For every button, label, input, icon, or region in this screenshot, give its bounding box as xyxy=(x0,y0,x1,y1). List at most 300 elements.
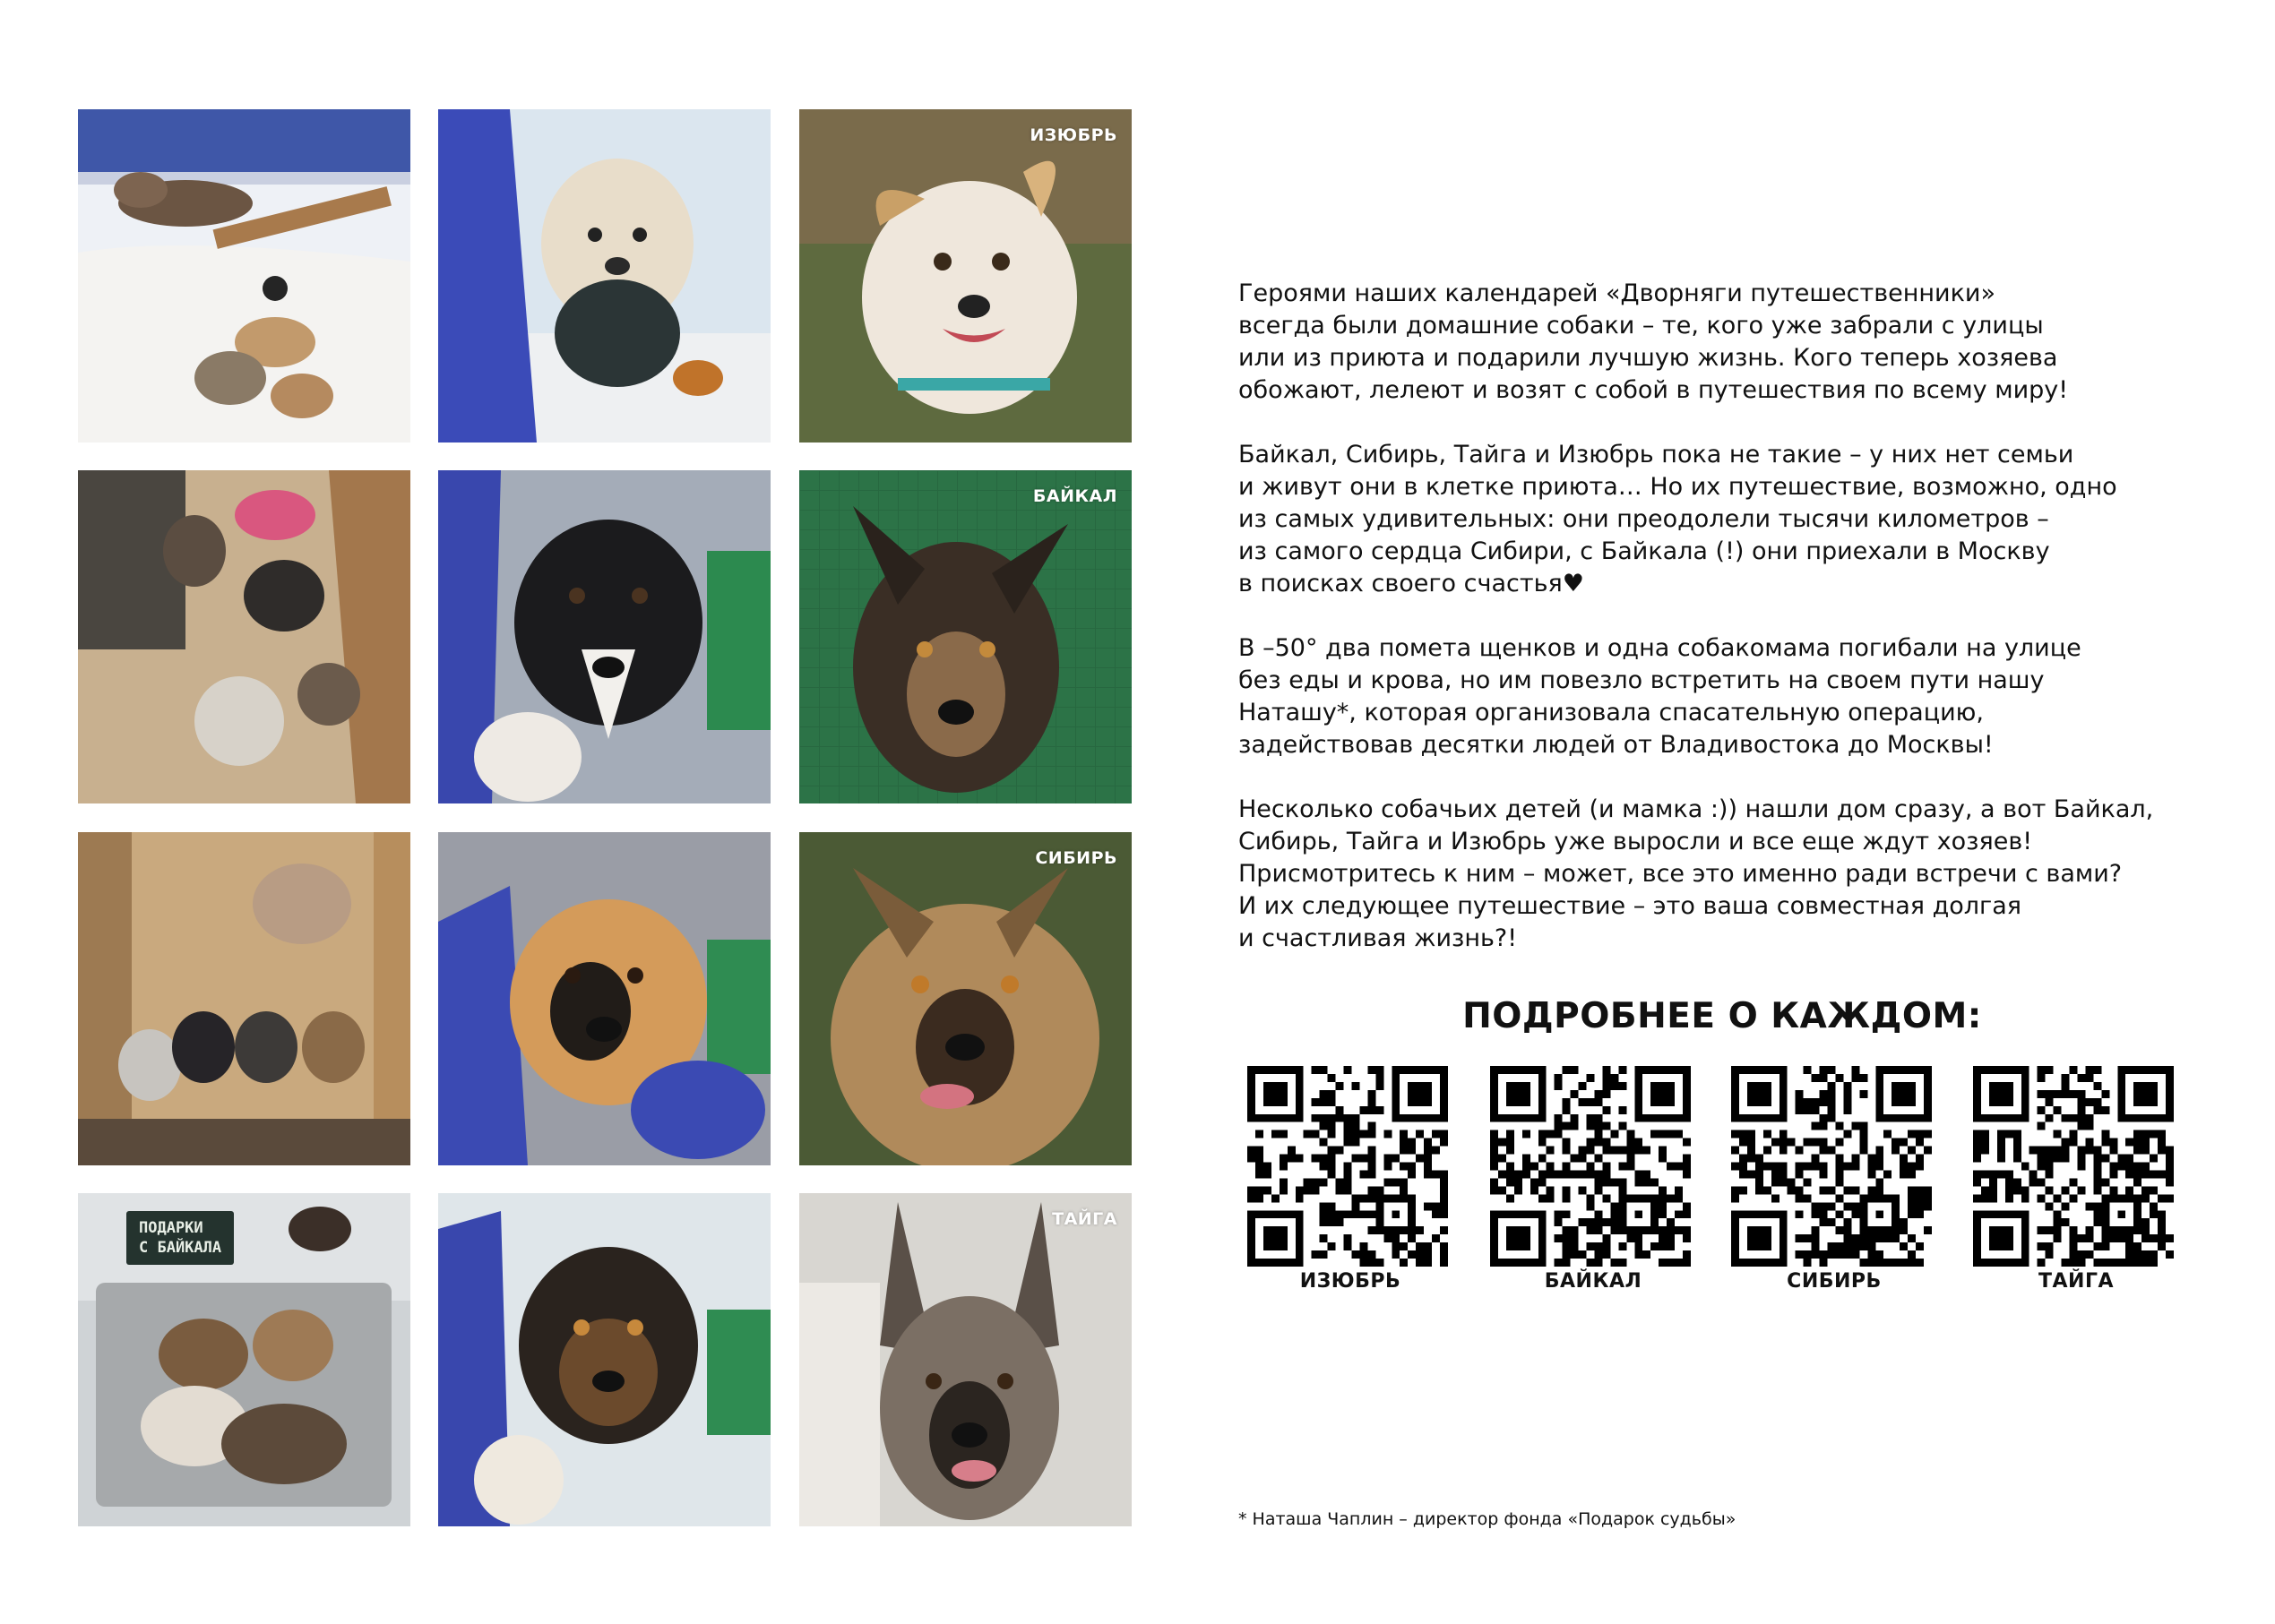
qr-module xyxy=(1867,1155,1875,1163)
qr-module xyxy=(2038,1163,2046,1171)
qr-module xyxy=(2062,1218,2070,1226)
qr-module xyxy=(1271,1130,1280,1139)
qr-module xyxy=(1763,1186,1771,1194)
qr-module xyxy=(1650,1130,1659,1139)
qr-module xyxy=(2029,1178,2038,1186)
qr-module xyxy=(2109,1163,2117,1171)
qr-module xyxy=(1383,1178,1392,1186)
qr-module xyxy=(1610,1130,1618,1139)
qr-module xyxy=(2166,1234,2174,1242)
qr-module xyxy=(2158,1170,2166,1178)
qr-module xyxy=(1683,1163,1691,1171)
qr-module xyxy=(1924,1147,1932,1155)
qr-module xyxy=(1883,1259,1892,1267)
qr-module xyxy=(1667,1130,1675,1139)
qr-module xyxy=(1667,1259,1675,1267)
qr-module xyxy=(1359,1242,1367,1250)
qr-module xyxy=(1288,1147,1296,1155)
qr-module xyxy=(2038,1155,2046,1163)
qr-module xyxy=(1263,1082,1288,1106)
qr-module xyxy=(2093,1066,2101,1074)
qr-module xyxy=(1296,1155,1304,1163)
qr-module xyxy=(2038,1226,2046,1234)
qr-module xyxy=(1828,1114,1836,1122)
qr-module xyxy=(2093,1210,2101,1218)
qr-module xyxy=(1755,1170,1763,1178)
qr-module xyxy=(1375,1106,1383,1114)
qr-label-baikal: БАЙКАЛ xyxy=(1544,1270,1642,1293)
qr-block-baikal[interactable] xyxy=(1490,1066,1696,1293)
qr-module xyxy=(1916,1186,1924,1194)
qr-module xyxy=(2054,1130,2062,1139)
qr-module xyxy=(2085,1139,2093,1147)
qr-module xyxy=(2070,1066,2078,1074)
qr-module xyxy=(1843,1186,1851,1194)
qr-module xyxy=(1908,1170,1916,1178)
qr-module xyxy=(1498,1170,1506,1178)
qr-module xyxy=(2158,1226,2166,1234)
qr-module xyxy=(1683,1234,1691,1242)
qr-module xyxy=(1587,1122,1595,1130)
qr-module xyxy=(1320,1178,1328,1186)
qr-module xyxy=(2085,1074,2093,1082)
qr-module xyxy=(1763,1130,1771,1139)
qr-module xyxy=(1320,1122,1328,1130)
qr-module xyxy=(1587,1163,1595,1171)
qr-module xyxy=(1440,1178,1448,1186)
qr-module xyxy=(1908,1210,1916,1218)
heart-icon: ♥ xyxy=(1562,570,1584,597)
qr-module xyxy=(1892,1082,1916,1106)
qr-module xyxy=(2133,1147,2141,1155)
qr-module xyxy=(1659,1259,1667,1267)
photo-puppies-crate xyxy=(78,470,410,803)
qr-module xyxy=(1336,1210,1344,1218)
qr-module xyxy=(2133,1178,2141,1186)
qr-module xyxy=(1820,1122,1828,1130)
paragraph-4: Несколько собачьих детей (и мамка :)) нашли дом сразу, а вот Байкал, Сибирь, Тайга и Изюбрь уже выросли и все еще ждут хозяев! Присмотритесь к ним – может, все это именно ради встречи с вами? И их следующее путешествие – это ваша совместная долгая и счастливая жизнь?! xyxy=(1238,795,2154,952)
qr-module xyxy=(1416,1242,1424,1250)
qr-module xyxy=(2125,1250,2133,1259)
qr-module xyxy=(1367,1186,1375,1194)
qr-module xyxy=(1336,1082,1344,1090)
qr-module xyxy=(2117,1210,2125,1218)
qr-module xyxy=(1843,1098,1851,1106)
qr-module xyxy=(2005,1186,2013,1194)
qr-code-taiga[interactable] xyxy=(1973,1066,2174,1267)
qr-module xyxy=(1675,1226,1683,1234)
qr-module xyxy=(1367,1170,1375,1178)
qr-module xyxy=(1328,1155,1336,1163)
qr-module xyxy=(1594,1226,1602,1234)
qr-module xyxy=(2054,1218,2062,1226)
qr-module xyxy=(2077,1114,2085,1122)
qr-block-sibir[interactable] xyxy=(1731,1066,1937,1293)
qr-module xyxy=(1828,1066,1836,1074)
qr-module xyxy=(2141,1226,2150,1234)
qr-module xyxy=(1320,1210,1328,1218)
qr-module xyxy=(1747,1155,1755,1163)
photo-label-izyubr: ИЗЮБРЬ xyxy=(1030,125,1117,145)
qr-module xyxy=(1498,1186,1506,1194)
qr-module xyxy=(1675,1194,1683,1202)
qr-module xyxy=(1916,1163,1924,1171)
qr-module xyxy=(2109,1139,2117,1147)
qr-module xyxy=(1538,1139,1547,1147)
qr-module xyxy=(1618,1186,1626,1194)
qr-module xyxy=(2038,1242,2046,1250)
qr-module xyxy=(1812,1163,1820,1171)
qr-module xyxy=(1522,1163,1530,1171)
qr-module xyxy=(1594,1250,1602,1259)
qr-module xyxy=(2101,1130,2109,1139)
qr-module xyxy=(1618,1259,1626,1267)
qr-module xyxy=(1400,1163,1408,1171)
qr-module xyxy=(1835,1226,1843,1234)
qr-module xyxy=(1555,1130,1563,1139)
qr-module xyxy=(2062,1259,2070,1267)
qr-module xyxy=(1820,1114,1828,1122)
qr-module xyxy=(1375,1186,1383,1194)
qr-code-baikal[interactable] xyxy=(1490,1066,1691,1267)
qr-module xyxy=(2085,1147,2093,1155)
qr-module xyxy=(1908,1186,1916,1194)
qr-module xyxy=(1916,1130,1924,1139)
qr-module xyxy=(1320,1066,1328,1074)
qr-module xyxy=(2038,1106,2046,1114)
qr-module xyxy=(1571,1250,1579,1259)
qr-module xyxy=(1997,1155,2005,1163)
qr-module xyxy=(2101,1242,2109,1250)
qr-module xyxy=(1594,1259,1602,1267)
qr-module xyxy=(1675,1130,1683,1139)
qr-module xyxy=(1875,1186,1883,1194)
qr-module xyxy=(1383,1155,1392,1163)
qr-module xyxy=(1424,1202,1432,1210)
qr-module xyxy=(2101,1106,2109,1114)
qr-module xyxy=(2070,1130,2078,1139)
qr-module xyxy=(1835,1242,1843,1250)
qr-module xyxy=(2141,1218,2150,1226)
qr-module xyxy=(1892,1147,1900,1155)
qr-module xyxy=(1400,1130,1408,1139)
qr-module xyxy=(1255,1194,1263,1202)
qr-module xyxy=(1851,1202,1859,1210)
qr-module xyxy=(1739,1170,1747,1178)
qr-module xyxy=(1820,1090,1828,1098)
qr-module xyxy=(1571,1170,1579,1178)
qr-module xyxy=(1626,1234,1634,1242)
qr-module xyxy=(1547,1170,1555,1178)
qr-module xyxy=(1667,1242,1675,1250)
qr-module xyxy=(1367,1250,1375,1259)
qr-module xyxy=(1602,1170,1610,1178)
qr-code-izyubr[interactable] xyxy=(1247,1066,1448,1267)
qr-module xyxy=(1359,1130,1367,1139)
qr-module xyxy=(1440,1186,1448,1194)
qr-module xyxy=(1296,1186,1304,1194)
qr-module xyxy=(1440,1259,1448,1267)
qr-module xyxy=(2117,1234,2125,1242)
qr-module xyxy=(1667,1163,1675,1171)
qr-module xyxy=(2038,1074,2046,1082)
qr-module xyxy=(1563,1250,1571,1259)
qr-module xyxy=(1506,1226,1530,1250)
qr-module xyxy=(1594,1170,1602,1178)
qr-module xyxy=(1490,1155,1498,1163)
photo-izyubr xyxy=(799,109,1132,443)
qr-module xyxy=(1731,1147,1739,1155)
qr-module xyxy=(1602,1234,1610,1242)
qr-module xyxy=(1812,1234,1820,1242)
qr-module xyxy=(1812,1155,1820,1163)
qr-module xyxy=(2054,1226,2062,1234)
qr-module xyxy=(2021,1163,2029,1171)
qr-module xyxy=(2158,1242,2166,1250)
qr-module xyxy=(2013,1186,2021,1194)
qr-module xyxy=(1312,1186,1320,1194)
qr-module xyxy=(2150,1234,2158,1242)
qr-module xyxy=(1506,1178,1514,1186)
qr-module xyxy=(1440,1226,1448,1234)
qr-module xyxy=(1989,1186,1997,1194)
qr-module xyxy=(1675,1163,1683,1171)
qr-module xyxy=(1320,1234,1328,1242)
qr-module xyxy=(1336,1106,1344,1114)
qr-module xyxy=(2117,1163,2125,1171)
qr-module xyxy=(2141,1147,2150,1155)
photo-black-puppy xyxy=(438,470,771,803)
qr-module xyxy=(2046,1114,2054,1122)
qr-module xyxy=(1916,1155,1924,1163)
qr-module xyxy=(1375,1074,1383,1082)
qr-module xyxy=(2125,1155,2133,1163)
qr-module xyxy=(1916,1242,1924,1250)
qr-module xyxy=(2038,1147,2046,1155)
qr-module xyxy=(1618,1163,1626,1171)
qr-module xyxy=(1408,1147,1416,1155)
qr-module xyxy=(1820,1210,1828,1218)
qr-module xyxy=(2101,1155,2109,1163)
qr-module xyxy=(1747,1082,1771,1106)
qr-module xyxy=(1650,1178,1659,1186)
qr-module xyxy=(1796,1234,1804,1242)
qr-module xyxy=(2013,1155,2021,1163)
qr-module xyxy=(1288,1155,1296,1163)
qr-module xyxy=(1610,1178,1618,1186)
qr-module xyxy=(1859,1234,1867,1242)
qr-module xyxy=(1981,1147,1989,1155)
qr-module xyxy=(1571,1242,1579,1250)
qr-module xyxy=(2101,1090,2109,1098)
qr-module xyxy=(1432,1170,1440,1178)
qr-block-izyubr[interactable] xyxy=(1247,1066,1453,1293)
qr-module xyxy=(2093,1242,2101,1250)
qr-module xyxy=(1587,1259,1595,1267)
qr-module xyxy=(1804,1259,1812,1267)
qr-module xyxy=(1883,1234,1892,1242)
qr-module xyxy=(1367,1106,1375,1114)
qr-module xyxy=(2133,1242,2141,1250)
qr-module xyxy=(1820,1163,1828,1171)
qr-module xyxy=(1755,1186,1763,1194)
qr-module xyxy=(1328,1163,1336,1171)
qr-module xyxy=(1875,1250,1883,1259)
qr-module xyxy=(1820,1170,1828,1178)
qr-module xyxy=(2021,1194,2029,1202)
qr-module xyxy=(2158,1234,2166,1242)
qr-code-sibir[interactable] xyxy=(1731,1066,1932,1267)
qr-module xyxy=(1634,1242,1642,1250)
qr-module xyxy=(1367,1130,1375,1139)
qr-module xyxy=(2101,1178,2109,1186)
qr-module xyxy=(1804,1194,1812,1202)
qr-module xyxy=(1796,1106,1804,1114)
qr-module xyxy=(1424,1242,1432,1250)
qr-module xyxy=(2150,1155,2158,1163)
qr-module xyxy=(2029,1147,2038,1155)
qr-module xyxy=(1579,1218,1587,1226)
qr-module xyxy=(1530,1178,1538,1186)
qr-module xyxy=(2070,1178,2078,1186)
qr-module xyxy=(1304,1186,1312,1194)
qr-module xyxy=(1432,1130,1440,1139)
qr-module xyxy=(1804,1098,1812,1106)
qr-module xyxy=(1828,1106,1836,1114)
qr-module xyxy=(1835,1170,1843,1178)
qr-module xyxy=(1634,1234,1642,1242)
qr-module xyxy=(2133,1250,2141,1259)
qr-module xyxy=(1642,1250,1650,1259)
qr-module xyxy=(1320,1202,1328,1210)
qr-module xyxy=(1892,1139,1900,1147)
qr-module xyxy=(1506,1147,1514,1155)
qr-module xyxy=(1594,1098,1602,1106)
qr-module xyxy=(1255,1130,1263,1139)
qr-module xyxy=(1320,1139,1328,1147)
qr-module xyxy=(1490,1139,1498,1147)
qr-module xyxy=(1328,1098,1336,1106)
qr-module xyxy=(1563,1226,1571,1234)
qr-module xyxy=(1392,1250,1400,1259)
qr-module xyxy=(1432,1210,1440,1218)
qr-module xyxy=(1312,1178,1320,1186)
qr-module xyxy=(2077,1259,2085,1267)
qr-module xyxy=(1506,1170,1514,1178)
qr-module xyxy=(1892,1259,1900,1267)
qr-module xyxy=(1594,1130,1602,1139)
qr-module xyxy=(2038,1122,2046,1130)
qr-module xyxy=(2150,1130,2158,1139)
qr-module xyxy=(2141,1186,2150,1194)
qr-module xyxy=(1328,1202,1336,1210)
qr-module xyxy=(1383,1163,1392,1171)
qr-module xyxy=(2054,1155,2062,1163)
qr-module xyxy=(1328,1242,1336,1250)
qr-module xyxy=(2077,1090,2085,1098)
qr-module xyxy=(1408,1250,1416,1259)
qr-module xyxy=(1659,1186,1667,1194)
qr-module xyxy=(1522,1130,1530,1139)
qr-module xyxy=(1900,1226,1908,1234)
photo-taiga xyxy=(799,1193,1132,1526)
qr-module xyxy=(1908,1259,1916,1267)
qr-module xyxy=(1908,1250,1916,1259)
qr-module xyxy=(1618,1178,1626,1186)
photo-puppies-carrier xyxy=(78,1193,410,1526)
qr-module xyxy=(1571,1066,1579,1074)
qr-module xyxy=(2150,1186,2158,1194)
qr-module xyxy=(2077,1122,2085,1130)
qr-module xyxy=(1851,1155,1859,1163)
qr-module xyxy=(2077,1163,2085,1171)
qr-module xyxy=(1610,1210,1618,1218)
qr-module xyxy=(1828,1218,1836,1226)
qr-module xyxy=(2077,1106,2085,1114)
qr-module xyxy=(1320,1250,1328,1259)
qr-module xyxy=(1579,1082,1587,1090)
qr-module xyxy=(2038,1194,2046,1202)
qr-module xyxy=(1867,1234,1875,1242)
qr-module xyxy=(1587,1147,1595,1155)
qr-module xyxy=(1255,1163,1263,1171)
qr-label-sibir: СИБИРЬ xyxy=(1787,1270,1882,1293)
qr-module xyxy=(2046,1090,2054,1098)
qr-module xyxy=(1820,1139,1828,1147)
qr-module xyxy=(1367,1259,1375,1267)
qr-module xyxy=(1626,1155,1634,1163)
qr-module xyxy=(1602,1082,1610,1090)
qr-module xyxy=(1796,1170,1804,1178)
qr-module xyxy=(1981,1186,1989,1194)
qr-module xyxy=(1367,1210,1375,1218)
qr-module xyxy=(1812,1098,1820,1106)
qr-module xyxy=(1579,1155,1587,1163)
qr-module xyxy=(1763,1163,1771,1171)
qr-module xyxy=(1989,1082,2013,1106)
qr-module xyxy=(2093,1147,2101,1155)
qr-module xyxy=(1255,1147,1263,1155)
qr-module xyxy=(2125,1234,2133,1242)
qr-module xyxy=(2085,1114,2093,1122)
qr-module xyxy=(1642,1178,1650,1186)
qr-module xyxy=(1875,1163,1883,1171)
qr-module xyxy=(1571,1122,1579,1130)
qr-module xyxy=(2093,1202,2101,1210)
qr-module xyxy=(1328,1210,1336,1218)
qr-module xyxy=(1747,1226,1771,1250)
qr-module xyxy=(1843,1090,1851,1098)
qr-module xyxy=(1804,1139,1812,1147)
qr-module xyxy=(1843,1202,1851,1210)
qr-module xyxy=(1771,1163,1779,1171)
qr-module xyxy=(2085,1202,2093,1210)
qr-module xyxy=(1981,1194,1989,1202)
qr-module xyxy=(1828,1098,1836,1106)
qr-block-taiga[interactable] xyxy=(1973,1066,2179,1293)
qr-module xyxy=(1812,1202,1820,1210)
qr-module xyxy=(1739,1155,1747,1163)
qr-module xyxy=(2062,1139,2070,1147)
qr-module xyxy=(1440,1202,1448,1210)
qr-module xyxy=(1973,1139,1981,1147)
qr-module xyxy=(1490,1186,1498,1194)
qr-module xyxy=(1610,1202,1618,1210)
qr-module xyxy=(1812,1250,1820,1259)
qr-module xyxy=(1602,1074,1610,1082)
qr-module xyxy=(1602,1218,1610,1226)
qr-module xyxy=(1506,1082,1530,1106)
